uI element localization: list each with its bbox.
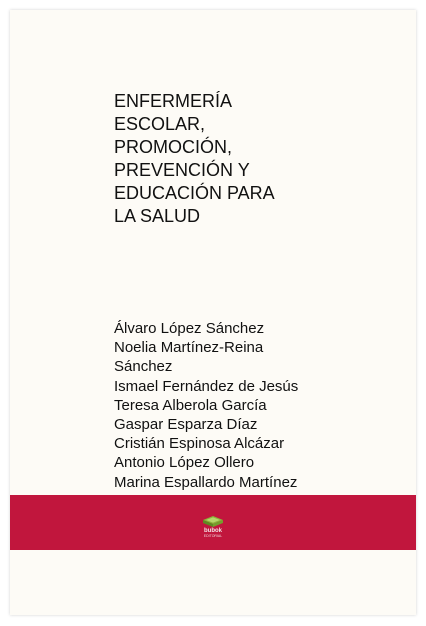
author-name: Antonio López Ollero [114,454,255,472]
author-name: Ismael Fernández de Jesús [114,377,299,395]
author-name: Sánchez [114,358,173,376]
publisher-logo [193,514,233,538]
title-line: ENFERMERÍA [114,91,233,111]
green-book-icon [201,514,225,528]
author-name: Cristián Espinosa Alcázar [114,435,285,453]
author-name: Gaspar Esparza Díaz [114,416,258,434]
publisher-name: bubok [204,528,222,534]
book-cover [10,10,416,615]
author-list [114,319,404,492]
title-line: EDUCACIÓN PARA [114,183,275,203]
publisher-subtitle: EDITORIAL [203,534,223,538]
title-line: PROMOCIÓN, [114,137,233,157]
author-name: Noelia Martínez-Reina [114,339,264,357]
title-line: ESCOLAR, [114,114,206,134]
book-title [114,90,404,228]
author-name: Álvaro López Sánchez [114,320,265,337]
title-line: PREVENCIÓN Y [114,160,250,180]
title-line: LA SALUD [114,206,201,226]
author-name: Teresa Alberola García [114,396,267,414]
author-name: Marina Espallardo Martínez [114,473,298,491]
